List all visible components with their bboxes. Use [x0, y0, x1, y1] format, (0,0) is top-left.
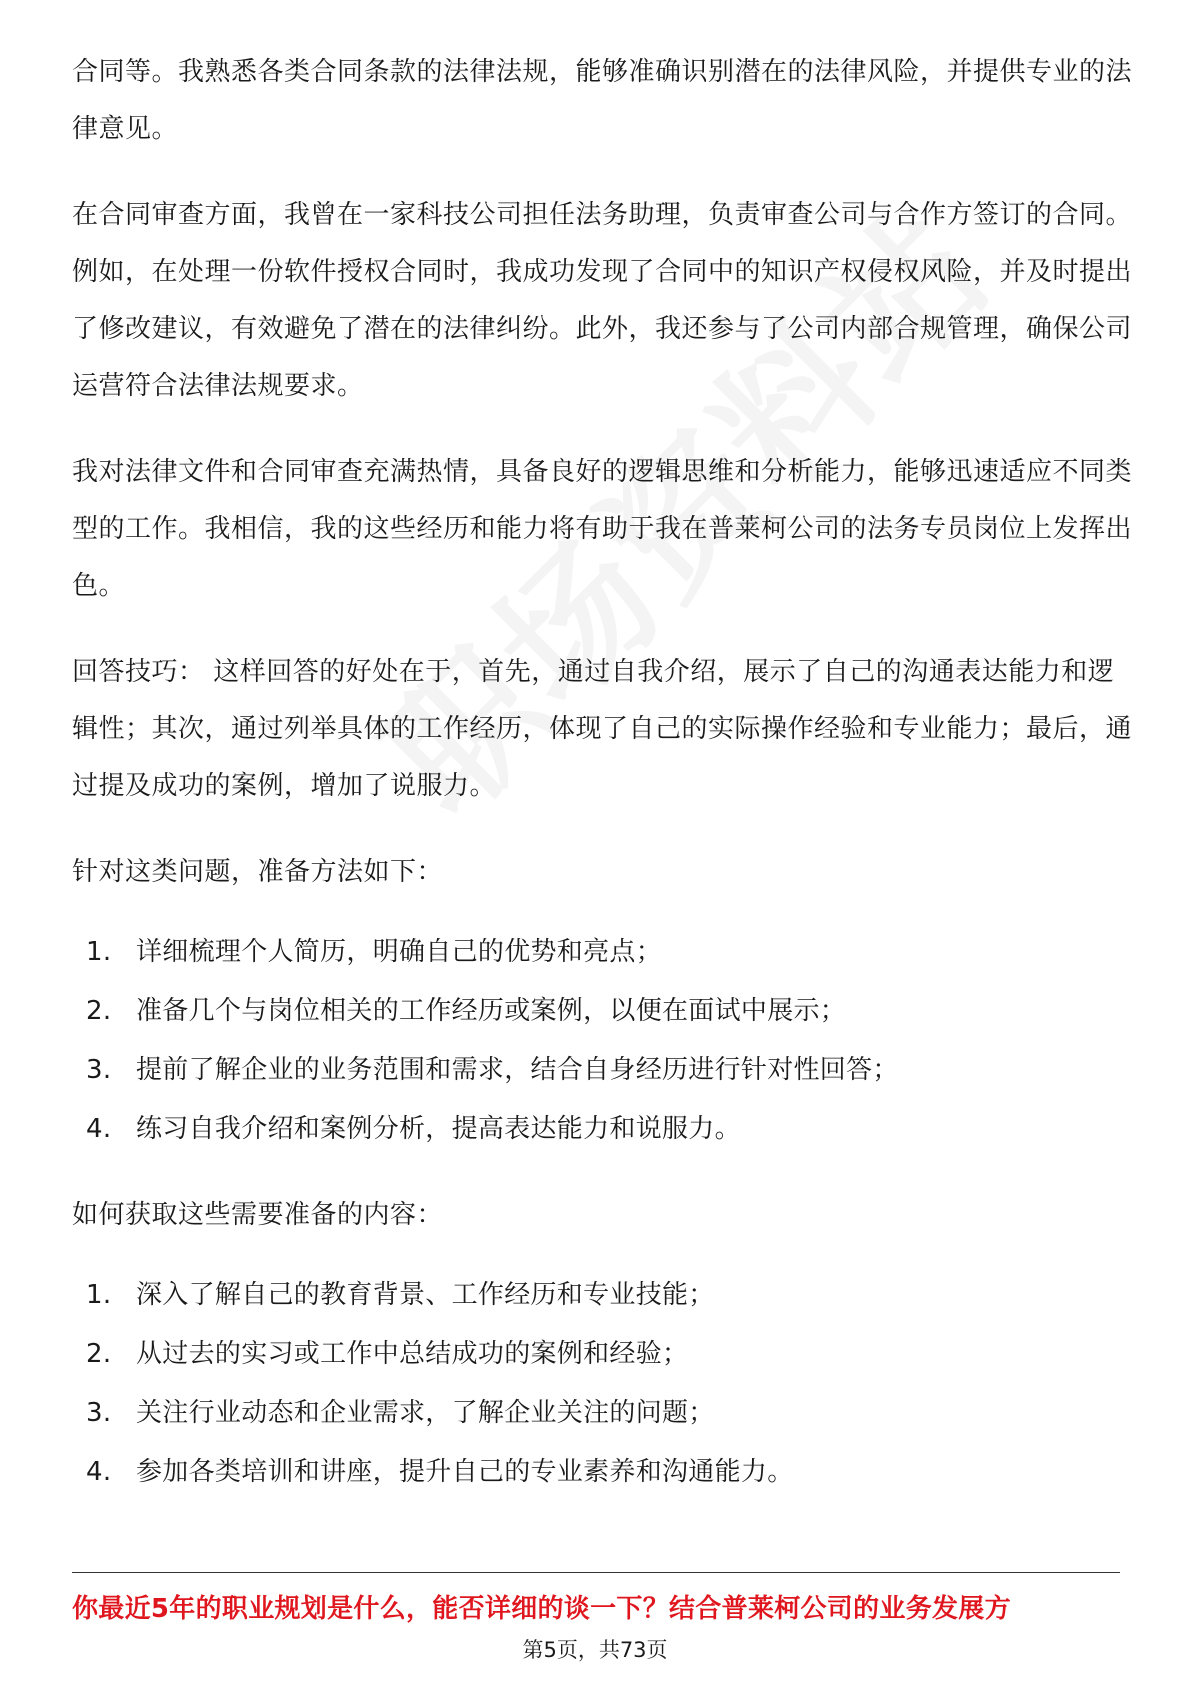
list-text: 详细梳理个人简历，明确自己的优势和亮点；: [136, 937, 663, 967]
list-text: 深入了解自己的教育背景、工作经历和专业技能；: [136, 1280, 715, 1310]
prep-list: [72, 923, 1132, 1159]
page-number: 第5页，共73页: [522, 1638, 668, 1662]
list-text: 关注行业动态和企业需求，了解企业关注的问题；: [136, 1398, 715, 1428]
obtain-heading: 如何获取这些需要准备的内容：: [72, 1200, 444, 1230]
list-number: 2.: [86, 1339, 112, 1369]
list-number: 4.: [86, 1457, 112, 1487]
paragraph-motivation: 我对法律文件和合同审查充满热情，具备良好的逻辑思维和分析能力，能够迅速适应不同类型的工作。我相信，我的这些经历和能力将有助于我在普莱柯公司的法务专员岗位上发挥出色。: [72, 457, 1133, 601]
list-item: [72, 1100, 1132, 1159]
list-text: 提前了解企业的业务范围和需求，结合自身经历进行针对性回答；: [136, 1055, 899, 1085]
list-number: 1.: [86, 1280, 112, 1310]
list-item: [72, 1041, 1132, 1100]
list-item: [72, 1325, 1132, 1384]
list-item: [72, 923, 1132, 982]
page-content: [72, 44, 1132, 1530]
paragraph-experience-intro: 合同等。我熟悉各类合同条款的法律法规，能够准确识别潜在的法律风险，并提供专业的法律意见。: [72, 57, 1133, 144]
list-item: [72, 982, 1132, 1041]
list-text: 从过去的实习或工作中总结成功的案例和经验；: [136, 1339, 689, 1369]
list-item: [72, 1266, 1132, 1325]
list-item: [72, 1443, 1132, 1502]
paragraph-answer-tips: 回答技巧： 这样回答的好处在于，首先，通过自我介绍，展示了自己的沟通表达能力和逻辑性；其次，通过列举具体的工作经历，体现了自己的实际操作经验和专业能力；最后，通过提及成功的案例，增加了说服力。: [72, 657, 1133, 801]
list-number: 3.: [86, 1055, 112, 1085]
prep-heading: 针对这类问题，准备方法如下：: [72, 857, 444, 887]
list-text: 练习自我介绍和案例分析，提高表达能力和说服力。: [136, 1114, 741, 1144]
list-item: [72, 1384, 1132, 1443]
next-question-title: 你最近5年的职业规划是什么，能否详细的谈一下？结合普莱柯公司的业务发展方: [72, 1594, 1011, 1624]
list-number: 3.: [86, 1398, 112, 1428]
list-number: 4.: [86, 1114, 112, 1144]
list-number: 1.: [86, 937, 112, 967]
list-text: 参加各类培训和讲座，提升自己的专业素养和沟通能力。: [136, 1457, 794, 1487]
list-number: 2.: [86, 996, 112, 1026]
list-text: 准备几个与岗位相关的工作经历或案例，以便在面试中展示；: [136, 996, 847, 1026]
obtain-list: [72, 1266, 1132, 1502]
paragraph-contract-review: 在合同审查方面，我曾在一家科技公司担任法务助理，负责审查公司与合作方签订的合同。例如，在处理一份软件授权合同时，我成功发现了合同中的知识产权侵权风险，并及时提出了修改建议，有效避免了潜在的法律纠纷。此外，我还参与了公司内部合规管理，确保公司运营符合法律法规要求。: [72, 200, 1133, 401]
section-divider: [72, 1572, 1120, 1573]
